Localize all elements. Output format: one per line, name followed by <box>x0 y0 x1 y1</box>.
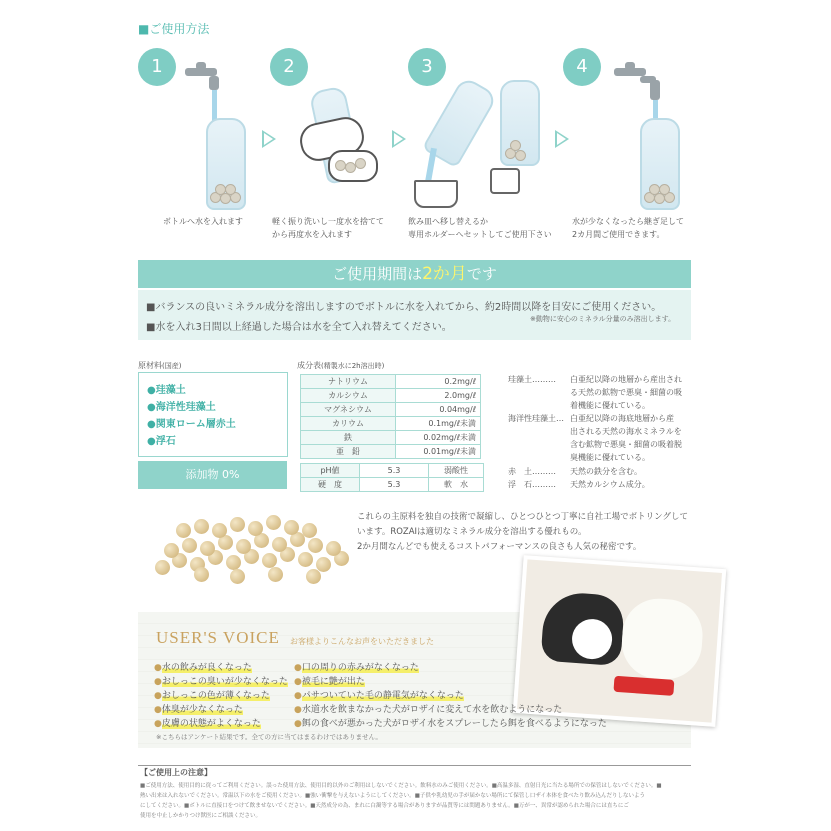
ceramic-ball <box>230 569 245 584</box>
usage-period-value: 2か月 <box>422 264 467 284</box>
ceramic-ball <box>306 569 321 584</box>
ceramic-ball <box>182 538 197 553</box>
ceramic-ball <box>308 538 323 553</box>
additive-badge: 添加物 0% <box>138 461 287 489</box>
voice-item: ●水の飲みが良くなった <box>154 663 252 673</box>
user-voice-note: ※こちらはアンケート結果です。全ての方に当てはまるわけではありません。 <box>156 733 382 741</box>
ceramic-ball <box>200 541 215 556</box>
caution-line: ■ご使用方法、使用目的に従ってご利用ください。誤った使用方法、使用目的以外のご利用はしないでください。飲料水のみご使用ください。■高温多湿、直射日光に当たる場所での保管はしないでください。■ <box>140 783 662 789</box>
step-1-number: 1 <box>138 48 176 86</box>
usage-footnote: ※動物に安心のミネラル分量のみ溶出します。 <box>530 315 676 323</box>
usage-period-prefix: ご使用期間は <box>332 265 423 283</box>
materials-heading: 原材料(国産) <box>138 361 182 370</box>
step-4-caption: 水が少なくなったら継ぎ足して 2カ月間ご使用できます。 <box>572 217 684 239</box>
ph-table <box>300 463 484 492</box>
voice-item: ●餌の食べが悪かった犬がロザイ水をスプレーしたら餌を食べるようになった <box>294 719 607 729</box>
usage-period-banner <box>138 260 691 288</box>
voice-item: ●皮膚の状態がよくなった <box>154 719 261 729</box>
ceramic-ball <box>164 543 179 558</box>
step-3-caption: 飲み皿へ移し替えるか 専用ホルダーへセットしてご使用下さい <box>408 217 552 239</box>
ceramic-ball <box>266 515 281 530</box>
step-4-number: 4 <box>563 48 601 86</box>
caution-line: 使用を中止しかかりつけ獣医にご相談ください。 <box>140 813 262 819</box>
ceramic-balls-image <box>150 505 360 585</box>
product-description: これらの主原料を独自の技術で凝縮し、ひとつひとつ丁寧に自社工場でボトリングして います。ROZAIは適切なミネラル成分を溶出する優れもの。 2か月間なんどでも使えるコストパフォーマンスの良さも人気の秘密です。 <box>357 512 688 552</box>
table-row: カルシウム 2.0mg/ℓ <box>301 389 481 403</box>
definition-term: 海洋性珪藻土… <box>508 414 564 423</box>
caution-line: 熱い出来は入れないでください。常温以下の水をご使用ください。■強い衝撃を与えないようにしてください。■子供や乳幼児の手が届かない場所にて保管し口ザイ本体を食べたり飲み込んだりしないよう <box>140 793 646 799</box>
ceramic-ball <box>194 567 209 582</box>
voice-item: ●被毛に艶が出た <box>294 677 365 687</box>
ceramic-ball <box>236 539 251 554</box>
table-row: ナトリウム 0.2mg/ℓ <box>301 375 481 389</box>
ceramic-ball <box>230 517 245 532</box>
step-arrow-icon <box>392 130 406 148</box>
ceramic-ball <box>302 523 317 538</box>
user-voice-subtitle: お客様よりこんなお声をいただきました <box>290 637 434 646</box>
definition-text: 天然の鉄分を含む。 <box>570 467 642 476</box>
voice-item: ●おしっこの色が薄くなった <box>154 691 270 701</box>
table-row: 鉄 0.02mg/ℓ未満 <box>301 431 481 445</box>
ceramic-ball <box>212 523 227 538</box>
step-2-number: 2 <box>270 48 308 86</box>
ceramic-ball <box>298 552 313 567</box>
ceramic-ball <box>194 519 209 534</box>
section-title: ■ご使用方法 <box>138 22 210 36</box>
materials-box <box>138 372 288 457</box>
voice-item: ●口の周りの赤みがなくなった <box>294 663 419 673</box>
usage-note-2: ■水を入れ3日間以上経過した場合は水を全て入れ替えてください。 <box>146 322 452 333</box>
ceramic-ball <box>226 555 241 570</box>
voice-item: ●おしっこの臭いが少なくなった <box>154 677 288 687</box>
definition-term: 赤 土……… <box>508 467 556 476</box>
definition-text: 白亜紀以降の地層から産出され る天然の鉱物で悪臭・細菌の吸 着機能に優れている。 <box>570 375 682 410</box>
table-row: 硬 度 5.3 軟 水 <box>301 478 484 492</box>
ceramic-ball <box>248 521 263 536</box>
voice-item: ●体臭が少なくなった <box>154 705 243 715</box>
table-row: pH値 5.3 弱酸性 <box>301 464 484 478</box>
step-1-caption: ボトルへ水を入れます <box>163 217 243 226</box>
definition-term: 浮 石……… <box>508 480 556 489</box>
composition-heading: 成分表(精製水に2h溶出時) <box>297 361 385 370</box>
material-item: ●珪藻土 <box>147 385 186 396</box>
table-row: マグネシウム 0.04mg/ℓ <box>301 403 481 417</box>
definition-term: 珪藻土……… <box>508 375 556 384</box>
voice-item: ●水道水を飲まなかった犬がロザイに変えて水を飲むようになった <box>294 705 563 715</box>
composition-table <box>300 374 481 459</box>
material-item: ●関東ローム層赤土 <box>147 419 236 430</box>
ceramic-ball <box>155 560 170 575</box>
step-3-number: 3 <box>408 48 446 86</box>
definition-text: 天然カルシウム成分。 <box>570 480 650 489</box>
step-2-caption: 軽く振り洗いし一度水を捨てて から再度水を入れます <box>272 217 384 239</box>
material-item: ●浮石 <box>147 436 176 447</box>
step-arrow-icon <box>555 130 569 148</box>
voice-item: ●パサついていた毛の静電気がなくなった <box>294 691 464 701</box>
ceramic-ball <box>272 537 287 552</box>
definition-text: 白亜紀以降の海底地層から産 出される天然の海水ミネラルを 含む鉱物で悪臭・細菌の吸着脱 臭機能に優れている。 <box>570 414 682 462</box>
caution-title: 【ご使用上の注意】 <box>140 768 212 777</box>
table-row: カリウム 0.1mg/ℓ未満 <box>301 417 481 431</box>
table-row: 亜 鉛 0.01mg/ℓ未満 <box>301 445 481 459</box>
usage-period-suffix: です <box>466 265 497 283</box>
step-arrow-icon <box>262 130 276 148</box>
ceramic-ball <box>262 553 277 568</box>
ceramic-ball <box>284 520 299 535</box>
usage-note-1: ■バランスの良いミネラル成分を溶出しますのでボトルに水を入れてから、約2時間以降を目安にご使用ください。 <box>146 302 662 313</box>
ceramic-ball <box>268 567 283 582</box>
material-item: ●海洋性珪藻土 <box>147 402 216 413</box>
caution-line: にしてください。■ボトルに直接口をつけて飲ませないでください。■天然成分の為、まれに白濁等する場合がありますが品質等には問題ありません。■万が一、異常が認められた場合には直ちにご <box>140 803 629 809</box>
ceramic-ball <box>176 523 191 538</box>
ceramic-ball <box>326 541 341 556</box>
user-voice-title: USER'S VOICE <box>156 628 280 647</box>
